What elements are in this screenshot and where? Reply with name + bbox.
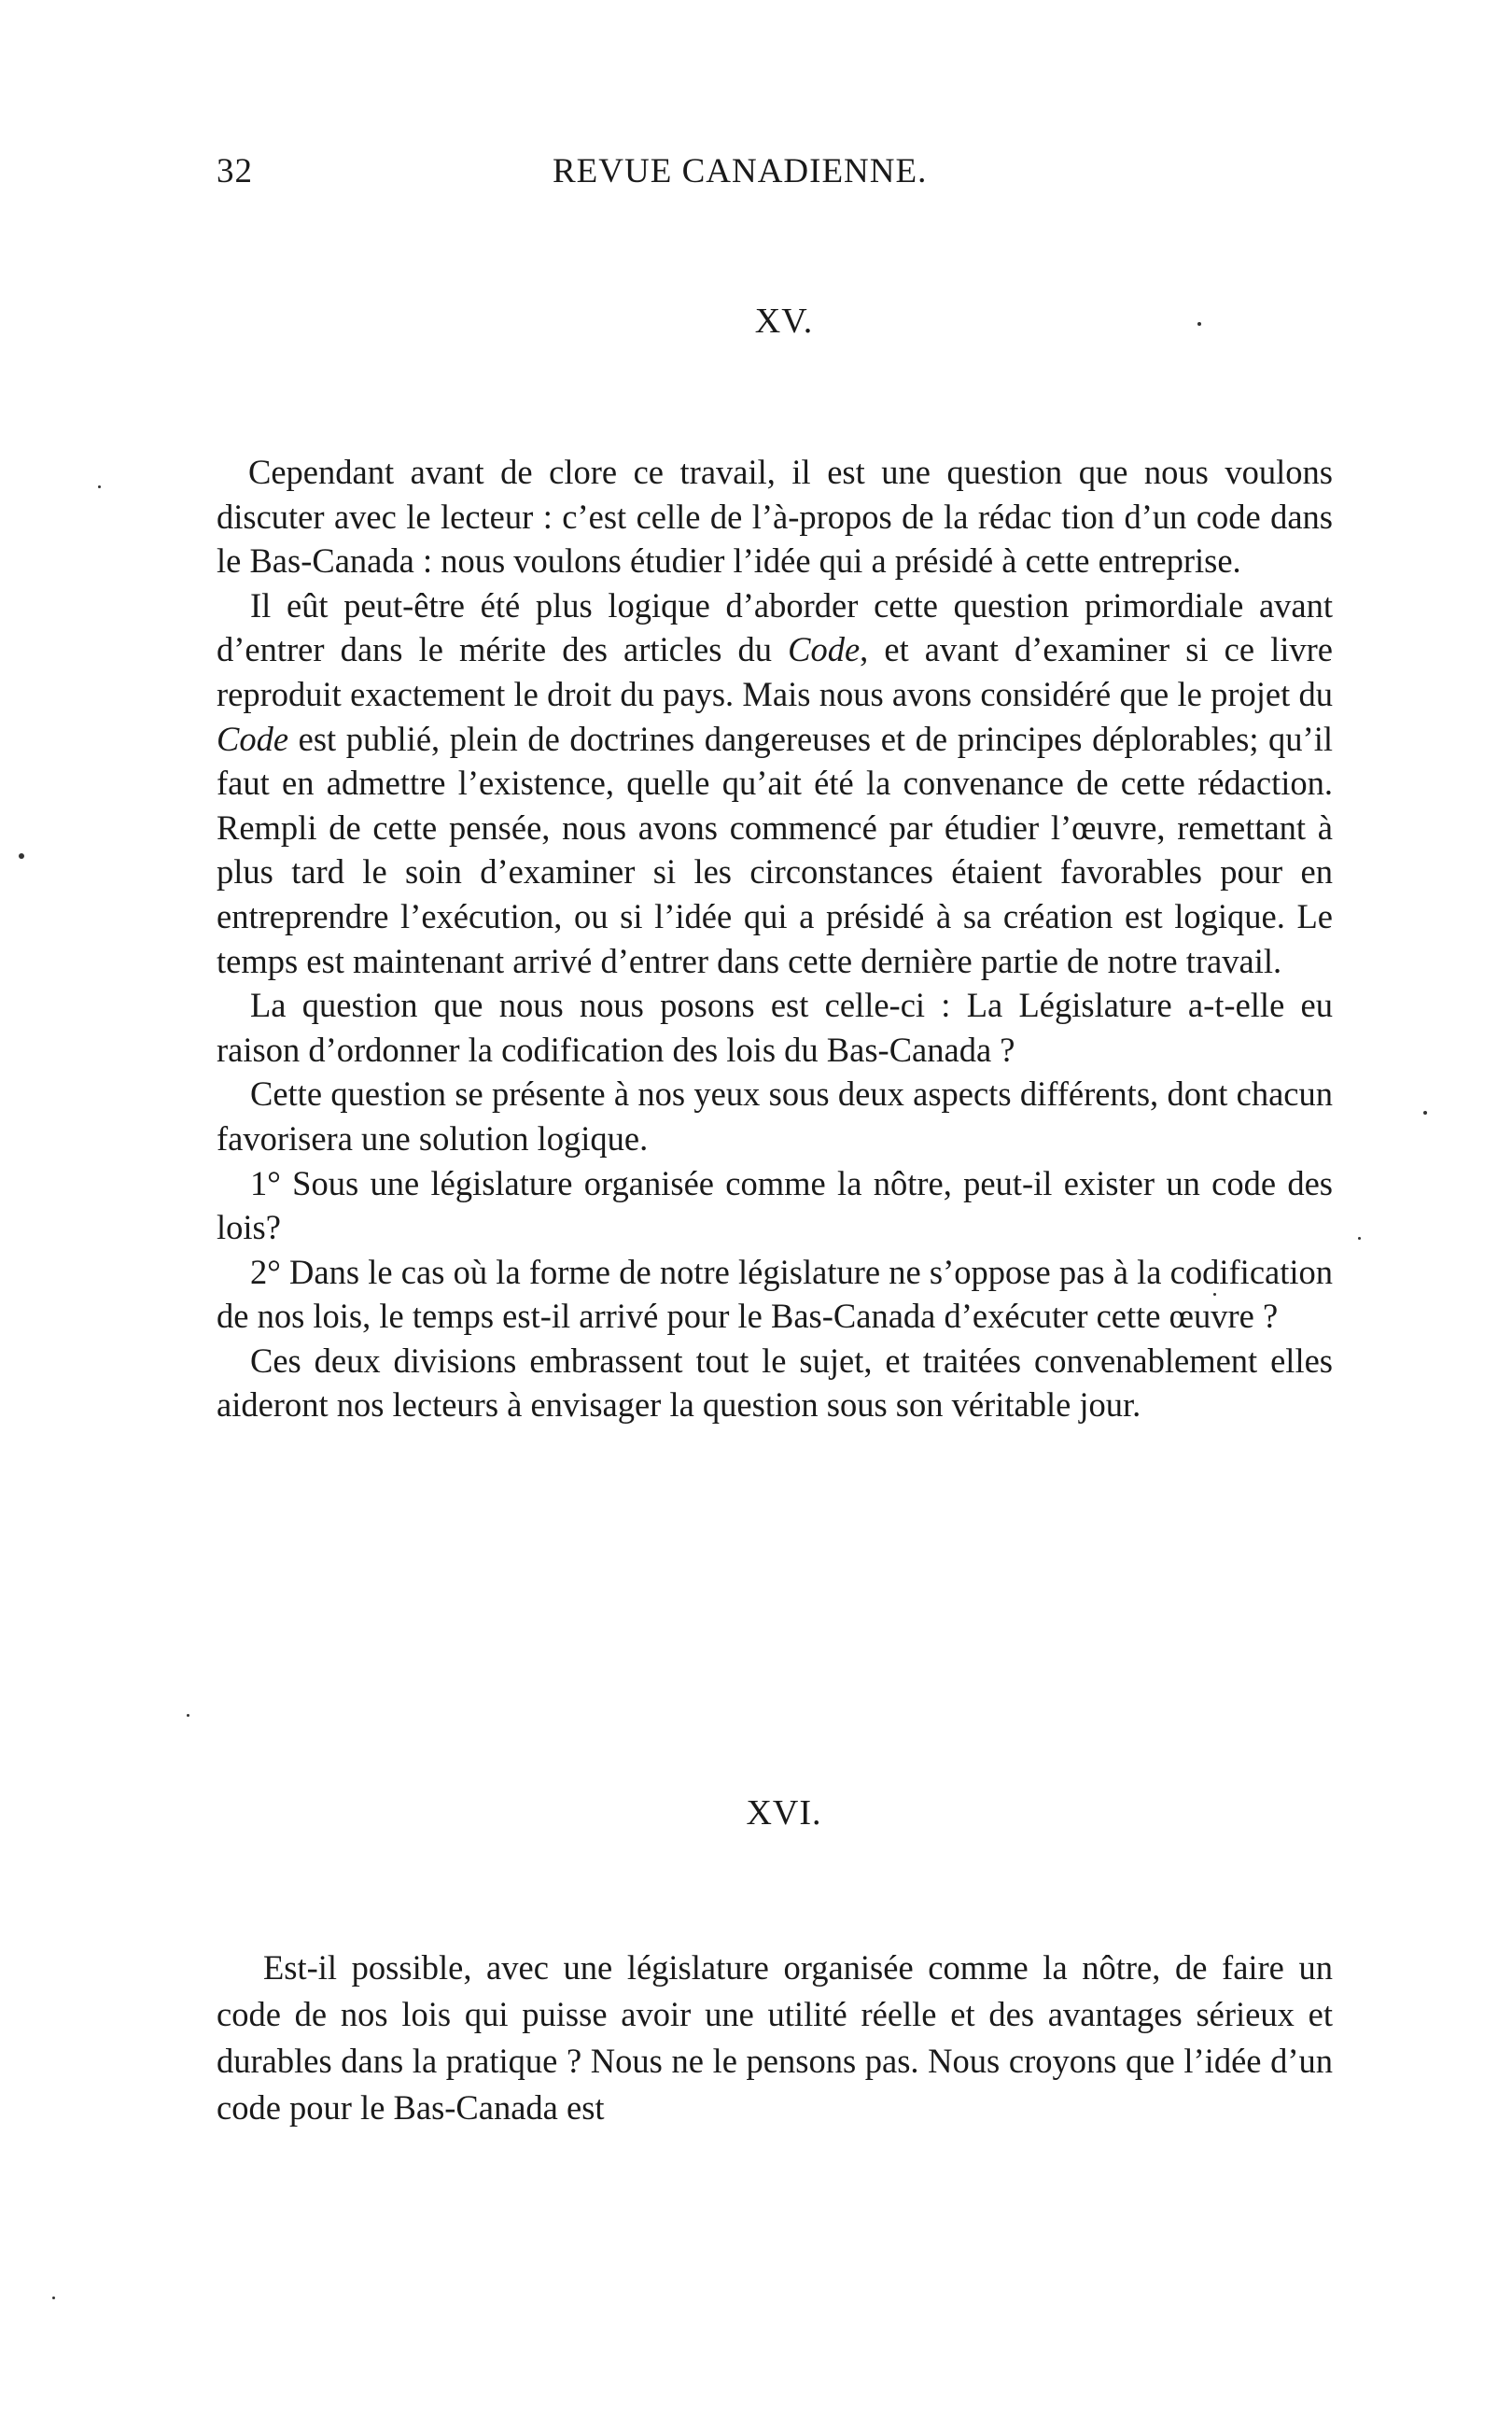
print-speck [52, 2297, 55, 2299]
print-speck [1423, 1111, 1427, 1115]
paragraph: Cependant avant de clore ce travail, il est une question que nous voulons discuter avec le lecteur : c’est celle de l’à-propos de la rédac tion d’un code dans le Bas-Canada : nous voulons étudier l’idée qui a présidé à cette entreprise. [217, 453, 1333, 581]
section-heading-xvi: XVI. [746, 1793, 822, 1833]
section-body-xvi [217, 1945, 1333, 2131]
paragraph: Cette question se présente à nos yeux sous deux aspects différents, dont chacun favorisera une solution logique. [217, 1075, 1333, 1158]
section-body-xv [217, 450, 1333, 1427]
journal-title: REVUE CANADIENNE. [553, 152, 928, 190]
print-speck [98, 485, 101, 488]
italic-code-term: Code [788, 630, 861, 669]
print-speck [1213, 1293, 1216, 1296]
italic-code-term: Code [217, 719, 289, 758]
paragraph: Est-il possible, avec une législature organisée comme la nôtre, de faire un code de nos lois qui puisse avoir une utilité réelle et des avantages sérieux et durables dans la pratique ? Nous ne le pensons pas. Nous croyons que l’idée d’un code pour le Bas-Canada est [217, 1948, 1333, 2127]
paragraph: La question que nous nous posons est celle-ci : La Législature a-t-elle eu raison d’ordonner la codification des lois du Bas-Canada ? [217, 986, 1333, 1069]
paragraph: Il eût peut-être été plus logique d’aborder cette question primordiale avant d’entrer dans le mérite des articles du Code, et avant d’examiner si ce livre reproduit exactement le droit du pays. Mais nous avons considéré que le projet du Code est publié, plein de doctrines dangereuses et de principes déplorables; qu’il faut en admettre l’existence, quelle qu’ait été la convenance de cette rédaction. Rempli de cette pensée, nous avons commencé par étudier l’œuvre, remettant à plus tard le soin d’examiner si les circonstances étaient favorables pour en entreprendre l’exécution, ou si l’idée qui a présidé à sa création est logique. Le temps est maintenant arrivé d’entrer dans cette dernière partie de notre travail. [217, 585, 1333, 980]
paragraph: 2° Dans le cas où la forme de notre législature ne s’oppose pas à la codification de nos lois, le temps est-il arrivé pour le Bas-Canada d’exécuter cette œuvre ? [217, 1252, 1333, 1336]
page-number: 32 [217, 152, 253, 190]
running-head [217, 151, 1337, 198]
print-speck [1197, 322, 1201, 326]
print-speck [19, 853, 24, 859]
print-speck [187, 1714, 189, 1717]
paragraph: 1° Sous une législature organisée comme la nôtre, peut-il exister un code des lois? [217, 1163, 1333, 1247]
print-speck [1358, 1237, 1361, 1240]
paragraph: Ces deux divisions embrassent tout le sujet, et traitées convenablement elles aideront nos lecteurs à envisager la question sous son véritable jour. [217, 1341, 1333, 1425]
section-heading-xv: XV. [754, 302, 814, 341]
